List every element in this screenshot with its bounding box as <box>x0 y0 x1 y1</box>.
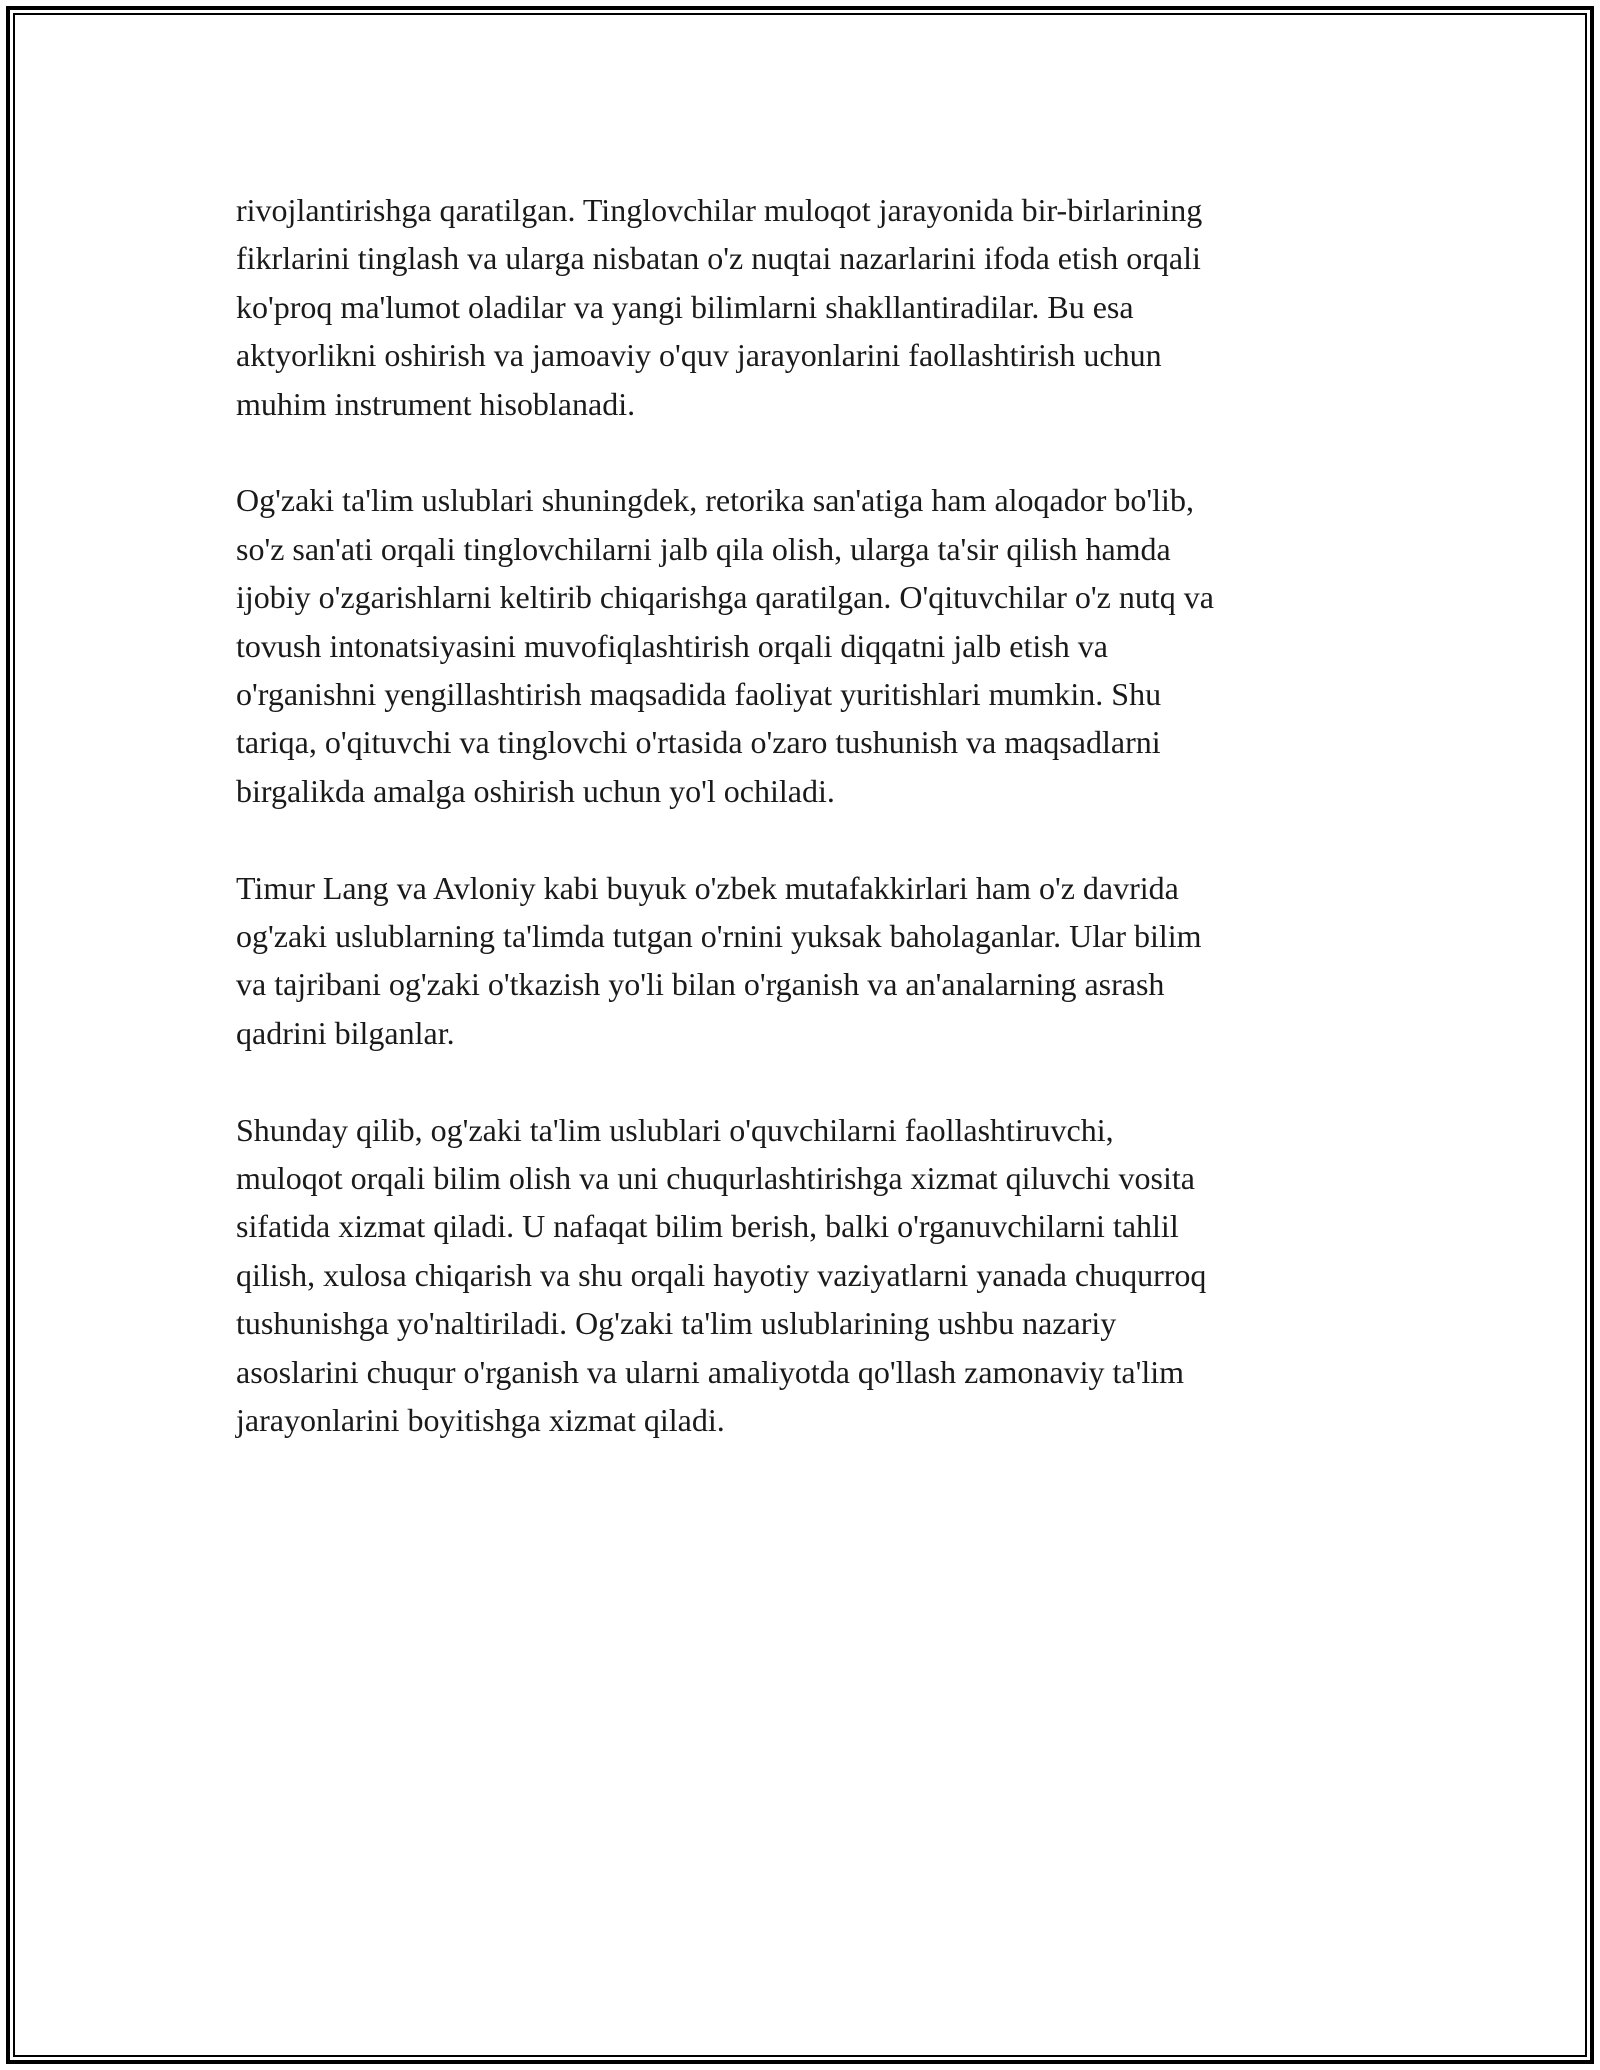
text-line: Shunday qilib, og'zaki ta'lim uslublari o'quvchilarni faollashtiruvchi, <box>236 1111 1114 1148</box>
text-line: birgalikda amalga oshirish uchun yo'l ochiladi. <box>236 772 835 809</box>
text-line: tovush intonatsiyasini muvofiqlashtirish orqali diqqatni jalb etish va <box>236 627 1108 664</box>
paragraph-3 <box>236 864 1396 1058</box>
text-line: fikrlarini tinglash va ularga nisbatan o'z nuqtai nazarlarini ifoda etish orqali <box>236 240 1201 277</box>
text-line: so'z san'ati orqali tinglovchilarni jalb qila olish, ularga ta'sir qilish hamda <box>236 530 1171 567</box>
text-line: Og'zaki ta'lim uslublari shuningdek, retorika san'atiga ham aloqador bo'lib, <box>236 482 1194 519</box>
text-line: sifatida xizmat qiladi. U nafaqat bilim berish, balki o'rganuvchilarni tahlil <box>236 1208 1179 1245</box>
text-line: va tajribani og'zaki o'tkazish yo'li bilan o'rganish va an'analarning asrash <box>236 966 1165 1003</box>
text-line: tushunishga yo'naltiriladi. Og'zaki ta'lim uslublarining ushbu nazariy <box>236 1305 1117 1342</box>
text-line: qilish, xulosa chiqarish va shu orqali hayotiy vaziyatlarni yanada chuqurroq <box>236 1256 1207 1293</box>
text-line: muhim instrument hisoblanadi. <box>236 385 636 422</box>
text-line: qadrini bilganlar. <box>236 1014 455 1051</box>
text-line: muloqot orqali bilim olish va uni chuqurlashtirishga xizmat qiluvchi vosita <box>236 1160 1195 1197</box>
paragraph-4 <box>236 1106 1396 1445</box>
text-line: og'zaki uslublarning ta'limda tutgan o'rnini yuksak baholaganlar. Ular bilim <box>236 918 1202 955</box>
text-line: asoslarini chuqur o'rganish va ularni amaliyotda qo'llash zamonaviy ta'lim <box>236 1353 1185 1390</box>
paragraph-2 <box>236 476 1396 815</box>
text-line: ko'proq ma'lumot oladilar va yangi bilimlarni shakllantiradilar. Bu esa <box>236 288 1134 325</box>
text-line: Timur Lang va Avloniy kabi buyuk o'zbek mutafakkirlari ham o'z davrida <box>236 869 1179 906</box>
text-line: aktyorlikni oshirish va jamoaviy o'quv jarayonlarini faollashtirish uchun <box>236 337 1162 374</box>
text-line: o'rganishni yengillashtirish maqsadida faoliyat yuritishlari mumkin. Shu <box>236 676 1162 713</box>
paragraph-1 <box>236 186 1396 428</box>
text-line: jarayonlarini boyitishga xizmat qiladi. <box>236 1402 725 1439</box>
text-line: ijobiy o'zgarishlarni keltirib chiqarishga qaratilgan. O'qituvchilar o'z nutq va <box>236 579 1214 616</box>
document-body <box>236 186 1396 1493</box>
text-line: tariqa, o'qituvchi va tinglovchi o'rtasida o'zaro tushunish va maqsadlarni <box>236 724 1161 761</box>
text-line: rivojlantirishga qaratilgan. Tinglovchilar muloqot jarayonida bir-birlarining <box>236 192 1203 228</box>
